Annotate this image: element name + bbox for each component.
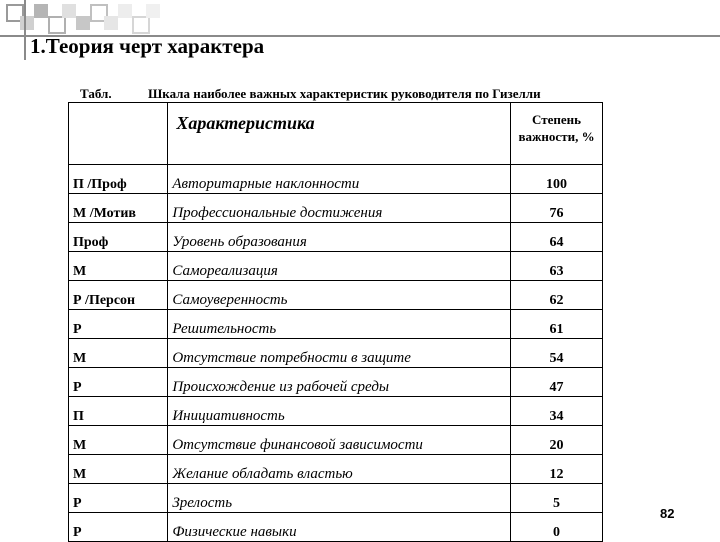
row-importance: 0 — [511, 513, 603, 542]
row-importance: 76 — [511, 194, 603, 223]
row-importance: 100 — [511, 165, 603, 194]
row-importance: 63 — [511, 252, 603, 281]
deco-square — [118, 4, 132, 18]
row-category: П — [69, 397, 168, 426]
row-category: М — [69, 252, 168, 281]
row-importance: 34 — [511, 397, 603, 426]
row-characteristic: Зрелость — [168, 484, 511, 513]
slide-title: 1.Теория черт характера — [30, 34, 265, 58]
table-header-row — [69, 103, 603, 165]
row-importance: 20 — [511, 426, 603, 455]
row-importance: 62 — [511, 281, 603, 310]
table-caption: Шкала наиболее важных характеристик руководителя по Гизелли — [148, 86, 541, 101]
row-characteristic: Авторитарные наклонности — [168, 165, 511, 194]
row-category: Р — [69, 368, 168, 397]
table-row — [69, 368, 603, 397]
row-category: М /Мотив — [69, 194, 168, 223]
row-category: П /Проф — [69, 165, 168, 194]
row-category: М — [69, 426, 168, 455]
deco-square — [48, 16, 66, 34]
row-category: Р — [69, 513, 168, 542]
table-row — [69, 397, 603, 426]
table-row — [69, 484, 603, 513]
deco-square — [146, 4, 160, 18]
row-category: Р — [69, 310, 168, 339]
header-importance-line2: важности, % — [518, 129, 595, 144]
row-characteristic: Профессиональные достижения — [168, 194, 511, 223]
row-characteristic: Самоуверенность — [168, 281, 511, 310]
header-importance — [511, 103, 603, 165]
table-row — [69, 339, 603, 368]
table-row — [69, 455, 603, 484]
row-importance: 64 — [511, 223, 603, 252]
row-characteristic: Желание обладать властью — [168, 455, 511, 484]
row-characteristic: Уровень образования — [168, 223, 511, 252]
page-number: 82 — [660, 506, 675, 521]
row-category: Р — [69, 484, 168, 513]
deco-square — [132, 16, 150, 34]
row-importance: 61 — [511, 310, 603, 339]
table-row — [69, 513, 603, 542]
row-category: Проф — [69, 223, 168, 252]
header-characteristic: Характеристика — [168, 103, 511, 165]
deco-square — [76, 16, 90, 30]
table-row — [69, 165, 603, 194]
deco-square — [104, 16, 118, 30]
row-importance: 47 — [511, 368, 603, 397]
row-importance: 54 — [511, 339, 603, 368]
row-characteristic: Отсутствие финансовой зависимости — [168, 426, 511, 455]
table-row — [69, 281, 603, 310]
deco-square — [20, 16, 34, 30]
table-row — [69, 426, 603, 455]
row-characteristic: Происхождение из рабочей среды — [168, 368, 511, 397]
deco-square — [34, 4, 48, 18]
row-characteristic: Решительность — [168, 310, 511, 339]
row-characteristic: Физические навыки — [168, 513, 511, 542]
header-category — [69, 103, 168, 165]
header-importance-line1: Степень — [532, 112, 582, 127]
table-row — [69, 194, 603, 223]
table-row — [69, 252, 603, 281]
row-characteristic: Инициативность — [168, 397, 511, 426]
characteristics-table — [68, 102, 603, 542]
row-importance: 5 — [511, 484, 603, 513]
row-category: М — [69, 455, 168, 484]
row-category: Р /Персон — [69, 281, 168, 310]
table-row — [69, 310, 603, 339]
row-importance: 12 — [511, 455, 603, 484]
table-caption-label: Табл. — [80, 86, 112, 101]
row-characteristic: Самореализация — [168, 252, 511, 281]
row-category: М — [69, 339, 168, 368]
row-characteristic: Отсутствие потребности в защите — [168, 339, 511, 368]
left-accent-line — [24, 0, 26, 60]
deco-square — [62, 4, 76, 18]
table-row — [69, 223, 603, 252]
